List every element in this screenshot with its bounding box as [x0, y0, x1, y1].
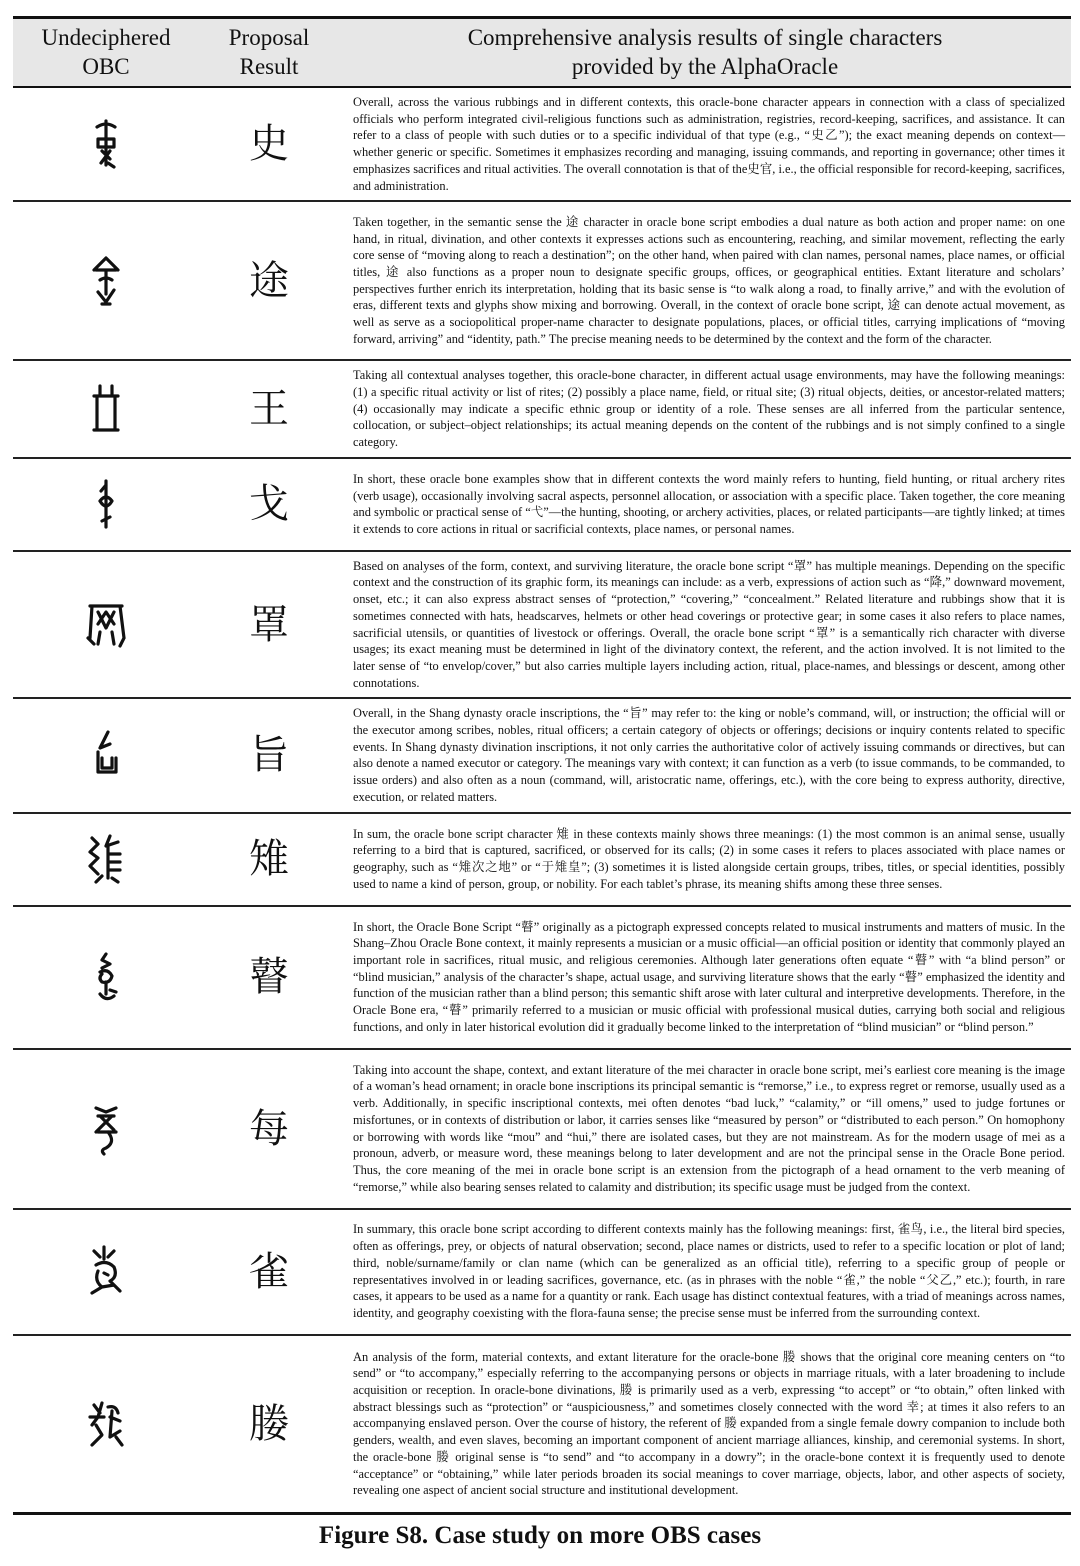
oracle-bone-glyph-shi — [86, 117, 126, 171]
obc-cell — [13, 551, 199, 699]
obc-cell — [13, 360, 199, 458]
header-analysis-results: Comprehensive analysis results of single characters provided by the AlphaOracle — [339, 18, 1071, 88]
oracle-bone-glyph-wang — [86, 382, 126, 436]
analysis-text: Overall, across the various rubbings and in different contexts, this oracle-bone character appears in connection with a class of specialized officials who perform integrated civil-religious functions such as administration, registries, record-keeping, sacrifices, and assistance. It can refer to a class of people with such duties or to a specific individual of that type (e.g., “史乙”); the exact meaning depends on context—whether generic or specific. Sometimes it emphasizes recording and managing, issuing commands, and reporting in governance; other times it emphasizes sacrifices and ritual activities. The overall connotation is that of the史官, i.e., the official responsible for record-keeping, sacrifices, and administration. — [339, 87, 1071, 201]
table-row — [13, 906, 1071, 1049]
obc-cell — [13, 1049, 199, 1209]
obc-cell — [13, 906, 199, 1049]
header-proposal-result: Proposal Result — [199, 18, 339, 88]
oracle-bone-glyph-gu — [86, 950, 126, 1004]
header-undeciphered-obc: Undeciphered OBC — [13, 18, 199, 88]
case-study-table-figure — [13, 16, 1071, 1515]
obc-cell — [13, 458, 199, 551]
obc-cell — [13, 1209, 199, 1335]
analysis-text: Based on analyses of the form, context, and surviving literature, the oracle bone script “罩” has multiple meanings. Depending on the specific context and the construction of its graphic form, its meanings can include: as a verb, expressions of action such as “降,” downward movement, onset, etc.; it can also express abstract senses of “protection,” “covering,” “concealment.” Related literature and rubbings show that it is sometimes connected with hats, headscarves, helmets or other head coverings or protective gear; in some cases it also refers to place names, sacrificial utensils, or quantities of livestock or offerings. Overall, the oracle bone script “罩” is a semantically rich character with diverse usages; its exact meaning must be determined in light of the divinatory context, the referent, and the action involved. It is not limited to the later sense of “to envelop/cover,” but also carries multiple layers including action, ritual, place-names, and blessings or descent, among other connotations. — [339, 551, 1071, 699]
analysis-text: In short, the Oracle Bone Script “瞽” originally as a pictograph expressed concepts related to musical instruments and matters of music. In the Shang–Zhou Oracle Bone context, it mainly represents a musician or a music official—an official position or identity that commonly played an important role in sacrifices, ritual music, and religious ceremonies. Although later generations often equate “瞽” with “a blind person” or “blind musician,” analysis of the character’s shape, actual usage, and surviving literature shows that the early “瞽” emphasized the identity and function of the musician rather than a blind person; this semantic shift arose with later cultural and interpretive developments. Therefore, in the Oracle Bone era, “瞽” primarily referred to a musician or music official with professional musical duties, carrying both social and religious functions, and only in later historical evolution did it gradually become linked to the interpretation of “blind musician” or “blind person.” — [339, 906, 1071, 1049]
analysis-text: In summary, this oracle bone script according to different contexts mainly has the following meanings: first, 雀鸟, i.e., the literal bird species, often as offerings, prey, or objects of natural observation; second, place names or districts, used to refer to a specific location or plot of land; third, noble/surname/family or clan name (which can be generalized as an official title), referring to a specific group of people or representatives involved in or leading sacrifices, governance, etc. (as in phrases with the noble “雀,” the noble “父乙,” etc.); fourth, in rare cases, it appears to be used as a name for a quantity or rank. Each usage has distinct contextual features, with a triad of meanings across names, identity, and geography coexisting with the flora-fauna sense; the precise sense must be inferred from the surrounding context. — [339, 1209, 1071, 1335]
result-cell: 雉 — [199, 813, 339, 906]
oracle-bone-glyph-zhao — [84, 598, 128, 652]
oracle-bone-glyph-ying — [84, 1397, 128, 1451]
analysis-text: Taken together, in the semantic sense the 途 character in oracle bone script embodies a dual nature as both action and proper name: on one hand, in ritual, divination, and other contexts it expresses actions such as encountering, reaching, and similar movement, reflecting the early core sense of “moving along to reach a destination”; on the other hand, when paired with clan names, personal names, place names, or official titles, 途 also functions as a proper noun to designate specific groups, offices, or geographical entities. Extant literature and scholars’ perspectives further enrich its interpretation, holding that its basic sense is “to walk along a road, to finally arrive,” and with the evolution of eras, different texts and glyphs show mixing and borrowing. Overall, in the context of oracle bone script, 途 can denote actual movement, as well as serve as a sociopolitical proper-name character to designate populations, places, or official titles, carrying implications of “moving forward, arriving” and “identity, path.” The precise meaning needs to be determined by the context and the form of the character. — [339, 201, 1071, 360]
table-row — [13, 360, 1071, 458]
table-row — [13, 201, 1071, 360]
analysis-text: An analysis of the form, material contexts, and extant literature for the oracle-bone 媵 shows that the original core meaning centers on “to send” or “to accompany,” especially referring to the accompanying persons or objects in marriage rituals, with a later broadening to include acquisition or reception. In oracle-bone divinations, 媵 is primarily used as a verb, expressing “to accept” or “to obtain,” often linked with abstract blessings such as “protection” or “auspiciousness,” and sometimes closely connected with the word 幸; at times it also refers to an accompanying enslaved person. Over the course of history, the referent of 媵 expanded from a single female dowry companion to include both genders, wealth, and even slaves, becoming an important component of ancient marriage alliances, kinship, and ceremonial systems. In short, the oracle-bone 媵 original sense is “to send” and “to accompany in a dowry”; in the oracle-bone context it is frequently used to denote “acceptance” or “obtaining,” while later periods broaden its social meanings to cover marriage, objects, labor, and other aspects of society, revealing one aspect of ancient social structure and institutional development. — [339, 1335, 1071, 1514]
result-cell: 途 — [199, 201, 339, 360]
obc-cell — [13, 1335, 199, 1514]
oracle-bone-glyph-que — [84, 1245, 128, 1299]
table-row — [13, 813, 1071, 906]
obc-cell — [13, 698, 199, 812]
table-row — [13, 551, 1071, 699]
result-cell: 旨 — [199, 698, 339, 812]
table-row — [13, 458, 1071, 551]
table-header-row — [13, 18, 1071, 88]
oracle-bone-glyph-yi — [86, 477, 126, 531]
obc-cell — [13, 87, 199, 201]
result-cell: 史 — [199, 87, 339, 201]
figure-caption: Figure S8. Case study on more OBS cases — [318, 1522, 762, 1549]
obc-cell — [13, 813, 199, 906]
table-row — [13, 698, 1071, 812]
oracle-bone-glyph-zhi — [86, 728, 126, 782]
result-cell: 戈 — [199, 458, 339, 551]
table-row — [13, 1335, 1071, 1514]
result-cell: 瞽 — [199, 906, 339, 1049]
analysis-text: In sum, the oracle bone script character 雉 in these contexts mainly shows three meanings: (1) the most common is an animal sense, usually referring to a bird that is captured, sacrificed, or observed for its calls; (2) in some cases it refers to places associated with place names or geography, such as “雉次之地” or “于雉皇”; (3) sometimes it is listed alongside certain groups, tribes, titles, or special identities, possibly used to name a kind of person, group, or nobility. For each tablet’s phrase, its meaning shifts among these three senses. — [339, 813, 1071, 906]
analysis-text: Taking all contextual analyses together, this oracle-bone character, in different actual usage environments, may have the following meanings: (1) a specific ritual activity or list of rites; (2) possibly a place name, field, or ritual site; (3) ritual objects, deities, or ancestor-related matters; (4) occasionally may indicate a specific ethnic group or identity of a role. These senses are all inferred from the particular sentence, collocation, or subject–object relationships; its actual meaning depends on the content of the rubbings and is not simply confined to a single category. — [339, 360, 1071, 458]
analysis-text: In short, these oracle bone examples show that in different contexts the word mainly refers to hunting, field hunting, or ritual archery rites (verb usage), occasionally involving sacral aspects, personnel allocation, or association with a specific place. Taken together, the core meaning and symbolic or practical sense of “弋”—the hunting, shooting, or archery activities, places, or related participants—are tightly linked; at times it extends to core actions in ritual or sacrificial contexts, place names, or personal names. — [339, 458, 1071, 551]
case-study-table — [13, 16, 1071, 1515]
result-cell: 媵 — [199, 1335, 339, 1514]
table-row — [13, 1049, 1071, 1209]
result-cell: 雀 — [199, 1209, 339, 1335]
oracle-bone-glyph-tu — [86, 254, 126, 308]
oracle-bone-glyph-mei — [86, 1102, 126, 1156]
result-cell: 王 — [199, 360, 339, 458]
oracle-bone-glyph-zhui — [84, 832, 128, 886]
analysis-text: Overall, in the Shang dynasty oracle inscriptions, the “旨” may refer to: the king or noble’s command, will, or instruction; the official will or the executor among scribes, nobles, ritual officers; a certain category of objects or offerings; decisions or inquiry contents related to specific events. In Shang dynasty divination inscriptions, it not only carries the authoritative color of actively issuing commands or directives, but can also denote a named executor or category. The meanings vary with context; it can function as a verb (to issue commands, to be commanded, to issue orders) and also often as a noun (command, will, aristocratic name, offerings, etc.), with the core being to express authority, directive, execution, or related matters. — [339, 698, 1071, 812]
table-row — [13, 1209, 1071, 1335]
obc-cell — [13, 201, 199, 360]
analysis-text: Taking into account the shape, context, and extant literature of the mei character in oracle bone script, mei’s earliest core meaning is the image of a woman’s head ornament; in oracle bone inscriptions its principal semantic is “remorse,” i.e., to express regret or remorse, usually used as a verb. Additionally, in specific inscriptional contexts, mei often denotes “bad luck,” “calamity,” or “ill omens,” used to judge fortunes or misfortunes, or in contexts of distribution or labor, it carries senses like “measured by person” or “distributed to each person.” On homophony or borrowing with words like “mou” and “hui,” there are isolated cases, but they are not mainstream. As for the modern usage of mei as a pronoun, adverb, or measure word, these meanings belong to later development and are not the principal sense in the Oracle Bone period. Thus, the core meaning of the mei in oracle bone script is an extension from the pictograph of a head ornament to the verb meaning of “remorse,” while also bearing senses related to calamity and distribution; its specific usage must be judged from the context. — [339, 1049, 1071, 1209]
result-cell: 每 — [199, 1049, 339, 1209]
table-row — [13, 87, 1071, 201]
result-cell: 罩 — [199, 551, 339, 699]
